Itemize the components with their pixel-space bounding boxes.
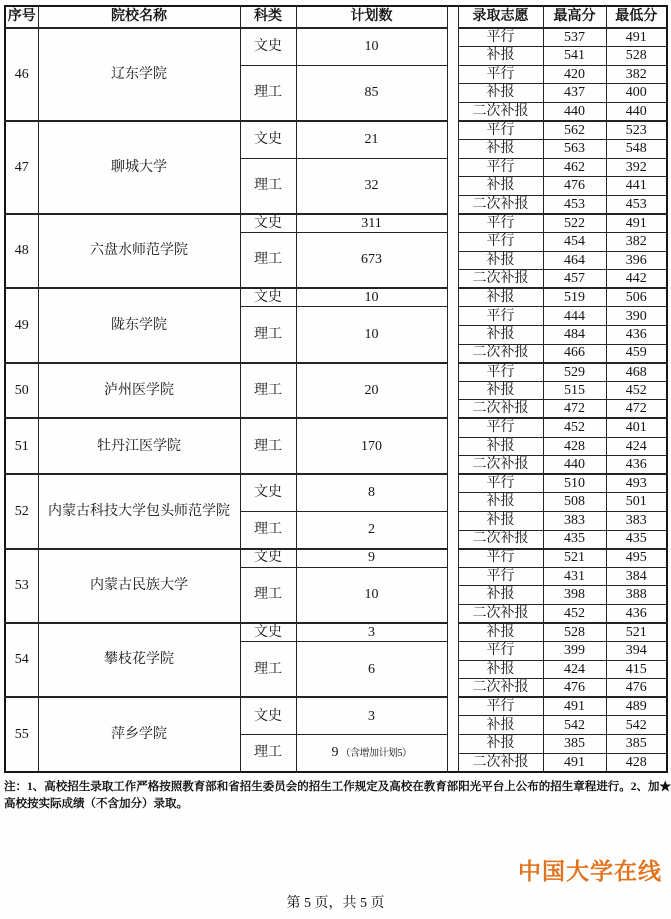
cell-volunteer: 补报 [458, 716, 543, 735]
column-header-min-score: 最低分 [606, 6, 667, 28]
cell-min-score: 436 [606, 604, 667, 623]
cell-max-score: 563 [543, 140, 606, 159]
cell-category: 理工 [240, 307, 296, 363]
cell-volunteer: 平行 [458, 363, 543, 382]
cell-min-score: 542 [606, 716, 667, 735]
cell-volunteer: 二次补报 [458, 679, 543, 698]
cell-category: 文史 [240, 549, 296, 568]
cell-category: 理工 [240, 233, 296, 289]
cell-max-score: 399 [543, 642, 606, 661]
table-row [5, 214, 667, 233]
cell-volunteer: 二次补报 [458, 400, 543, 419]
cell-max-score: 528 [543, 623, 606, 642]
table-row [5, 549, 667, 568]
column-header-volunteer: 录取志愿 [458, 6, 543, 28]
cell-volunteer: 补报 [458, 288, 543, 307]
cell-min-score: 489 [606, 697, 667, 716]
cell-school-name: 六盘水师范学院 [38, 214, 240, 288]
table-row [5, 121, 667, 140]
cell-plan: 10 [296, 288, 447, 307]
cell-plan: 21 [296, 121, 447, 158]
table-row [5, 623, 667, 642]
cell-max-score: 541 [543, 47, 606, 66]
cell-min-score: 436 [606, 326, 667, 345]
cell-min-score: 442 [606, 270, 667, 289]
cell-volunteer: 平行 [458, 697, 543, 716]
cell-volunteer: 补报 [458, 660, 543, 679]
column-header-seq: 序号 [5, 6, 38, 28]
cell-category: 理工 [240, 567, 296, 623]
cell-max-score: 398 [543, 586, 606, 605]
table-row [5, 288, 667, 307]
cell-max-score: 508 [543, 493, 606, 512]
cell-min-score: 384 [606, 567, 667, 586]
cell-school-name: 聊城大学 [38, 121, 240, 214]
cell-category: 文史 [240, 288, 296, 307]
cell-min-score: 441 [606, 177, 667, 196]
cell-max-score: 529 [543, 363, 606, 382]
cell-volunteer: 补报 [458, 140, 543, 159]
cell-volunteer: 补报 [458, 586, 543, 605]
cell-max-score: 476 [543, 177, 606, 196]
cell-min-score: 401 [606, 418, 667, 437]
cell-volunteer: 平行 [458, 28, 543, 47]
cell-max-score: 519 [543, 288, 606, 307]
footnote-line-2: 高校按实际成绩（不含加分）录取。 [4, 798, 188, 810]
cell-volunteer: 平行 [458, 642, 543, 661]
cell-plan: 673 [296, 233, 447, 289]
cell-volunteer: 平行 [458, 474, 543, 493]
cell-volunteer: 二次补报 [458, 195, 543, 214]
cell-plan: 10 [296, 567, 447, 623]
cell-seq: 53 [5, 549, 38, 623]
cell-min-score: 436 [606, 456, 667, 475]
cell-max-score: 522 [543, 214, 606, 233]
table-row [5, 418, 667, 437]
cell-max-score: 515 [543, 381, 606, 400]
cell-volunteer: 二次补报 [458, 530, 543, 549]
cell-volunteer: 平行 [458, 121, 543, 140]
cell-min-score: 472 [606, 400, 667, 419]
cell-category: 文史 [240, 214, 296, 233]
cell-volunteer: 补报 [458, 47, 543, 66]
table-row [5, 697, 667, 716]
cell-plan: 311 [296, 214, 447, 233]
cell-school-name: 内蒙古科技大学包头师范学院 [38, 474, 240, 548]
watermark-logo: 中国大学在线 [518, 858, 662, 884]
cell-plan: 32 [296, 158, 447, 214]
cell-seq: 48 [5, 214, 38, 288]
cell-plan: 6 [296, 642, 447, 698]
cell-max-score: 383 [543, 511, 606, 530]
table-header-row [5, 6, 667, 28]
cell-seq: 47 [5, 121, 38, 214]
cell-plan: 170 [296, 418, 447, 474]
table-row [5, 474, 667, 493]
cell-max-score: 462 [543, 158, 606, 177]
cell-max-score: 431 [543, 567, 606, 586]
cell-plan: 9 [296, 549, 447, 568]
cell-school-name: 内蒙古民族大学 [38, 549, 240, 623]
cell-max-score: 454 [543, 233, 606, 252]
cell-volunteer: 二次补报 [458, 270, 543, 289]
cell-category: 文史 [240, 474, 296, 511]
cell-min-score: 396 [606, 251, 667, 270]
cell-volunteer: 平行 [458, 549, 543, 568]
cell-max-score: 537 [543, 28, 606, 47]
cell-max-score: 491 [543, 753, 606, 772]
table-row [5, 28, 667, 47]
cell-min-score: 392 [606, 158, 667, 177]
cell-min-score: 501 [606, 493, 667, 512]
cell-min-score: 493 [606, 474, 667, 493]
column-header-plan: 计划数 [296, 6, 447, 28]
cell-plan: 3 [296, 697, 447, 734]
cell-min-score: 382 [606, 65, 667, 84]
cell-min-score: 452 [606, 381, 667, 400]
cell-seq: 52 [5, 474, 38, 548]
cell-max-score: 452 [543, 604, 606, 623]
cell-volunteer: 补报 [458, 84, 543, 103]
cell-min-score: 528 [606, 47, 667, 66]
cell-min-score: 468 [606, 363, 667, 382]
cell-volunteer: 二次补报 [458, 456, 543, 475]
cell-min-score: 476 [606, 679, 667, 698]
cell-volunteer: 补报 [458, 326, 543, 345]
cell-volunteer: 二次补报 [458, 604, 543, 623]
cell-max-score: 464 [543, 251, 606, 270]
cell-max-score: 542 [543, 716, 606, 735]
cell-max-score: 472 [543, 400, 606, 419]
cell-min-score: 382 [606, 233, 667, 252]
cell-max-score: 428 [543, 437, 606, 456]
cell-volunteer: 补报 [458, 381, 543, 400]
cell-min-score: 428 [606, 753, 667, 772]
cell-volunteer: 平行 [458, 233, 543, 252]
cell-volunteer: 补报 [458, 735, 543, 754]
cell-volunteer: 平行 [458, 65, 543, 84]
cell-max-score: 444 [543, 307, 606, 326]
cell-max-score: 457 [543, 270, 606, 289]
cell-min-score: 491 [606, 214, 667, 233]
cell-category: 理工 [240, 158, 296, 214]
cell-max-score: 424 [543, 660, 606, 679]
cell-max-score: 476 [543, 679, 606, 698]
cell-min-score: 388 [606, 586, 667, 605]
cell-min-score: 400 [606, 84, 667, 103]
cell-min-score: 424 [606, 437, 667, 456]
cell-volunteer: 补报 [458, 177, 543, 196]
cell-seq: 46 [5, 28, 38, 121]
column-header-school-name: 院校名称 [38, 6, 240, 28]
page-number: 第 5 页，共 5 页 [286, 896, 385, 911]
cell-min-score: 521 [606, 623, 667, 642]
cell-volunteer: 平行 [458, 158, 543, 177]
cell-min-score: 453 [606, 195, 667, 214]
cell-volunteer: 补报 [458, 623, 543, 642]
cell-min-score: 415 [606, 660, 667, 679]
cell-school-name: 辽东学院 [38, 28, 240, 121]
cell-max-score: 453 [543, 195, 606, 214]
cell-seq: 49 [5, 288, 38, 362]
cell-volunteer: 平行 [458, 567, 543, 586]
cell-school-name: 泸州医学院 [38, 363, 240, 419]
cell-seq: 50 [5, 363, 38, 419]
cell-min-score: 459 [606, 344, 667, 363]
cell-volunteer: 补报 [458, 251, 543, 270]
cell-volunteer: 平行 [458, 307, 543, 326]
cell-category: 理工 [240, 65, 296, 121]
cell-category: 理工 [240, 511, 296, 548]
cell-min-score: 548 [606, 140, 667, 159]
cell-category: 理工 [240, 363, 296, 419]
cell-max-score: 420 [543, 65, 606, 84]
cell-min-score: 495 [606, 549, 667, 568]
cell-min-score: 491 [606, 28, 667, 47]
cell-school-name: 萍乡学院 [38, 697, 240, 771]
cell-max-score: 521 [543, 549, 606, 568]
cell-max-score: 452 [543, 418, 606, 437]
cell-school-name: 攀枝花学院 [38, 623, 240, 697]
cell-max-score: 435 [543, 530, 606, 549]
table-row [5, 363, 667, 382]
cell-volunteer: 平行 [458, 418, 543, 437]
cell-max-score: 440 [543, 456, 606, 475]
cell-school-name: 陇东学院 [38, 288, 240, 362]
cell-category: 文史 [240, 697, 296, 734]
cell-category: 文史 [240, 121, 296, 158]
cell-volunteer: 补报 [458, 437, 543, 456]
table-spacer-column [447, 6, 458, 772]
cell-volunteer: 补报 [458, 493, 543, 512]
cell-max-score: 466 [543, 344, 606, 363]
footnote [4, 779, 669, 813]
cell-category: 理工 [240, 735, 296, 772]
cell-max-score: 491 [543, 697, 606, 716]
cell-max-score: 385 [543, 735, 606, 754]
cell-seq: 55 [5, 697, 38, 771]
cell-max-score: 562 [543, 121, 606, 140]
cell-volunteer: 二次补报 [458, 344, 543, 363]
cell-min-score: 394 [606, 642, 667, 661]
footnote-line-1: 注：1、高校招生录取工作严格按照教育部和省招生委员会的招生工作规定及高校在教育部阳光平台上公布的招生章程进行。2、加★ [4, 781, 671, 793]
cell-plan: 2 [296, 511, 447, 548]
cell-plan: 20 [296, 363, 447, 419]
cell-max-score: 510 [543, 474, 606, 493]
cell-category: 理工 [240, 642, 296, 698]
cell-school-name: 牡丹江医学院 [38, 418, 240, 474]
cell-min-score: 383 [606, 511, 667, 530]
cell-min-score: 390 [606, 307, 667, 326]
cell-plan: 85 [296, 65, 447, 121]
cell-category: 文史 [240, 28, 296, 65]
cell-min-score: 440 [606, 102, 667, 121]
cell-category: 理工 [240, 418, 296, 474]
cell-volunteer: 补报 [458, 511, 543, 530]
cell-max-score: 437 [543, 84, 606, 103]
column-header-category: 科类 [240, 6, 296, 28]
cell-min-score: 435 [606, 530, 667, 549]
cell-category: 文史 [240, 623, 296, 642]
cell-volunteer: 二次补报 [458, 102, 543, 121]
cell-plan: 8 [296, 474, 447, 511]
admissions-table [4, 5, 668, 773]
cell-max-score: 484 [543, 326, 606, 345]
cell-volunteer: 二次补报 [458, 753, 543, 772]
cell-max-score: 440 [543, 102, 606, 121]
cell-plan: 10 [296, 307, 447, 363]
cell-seq: 54 [5, 623, 38, 697]
cell-min-score: 385 [606, 735, 667, 754]
cell-min-score: 506 [606, 288, 667, 307]
plan-note: （含增加计划5） [338, 748, 412, 760]
column-header-max-score: 最高分 [543, 6, 606, 28]
cell-min-score: 523 [606, 121, 667, 140]
cell-seq: 51 [5, 418, 38, 474]
cell-plan: 10 [296, 28, 447, 65]
cell-volunteer: 平行 [458, 214, 543, 233]
cell-plan: 9 （含增加计划5） [296, 735, 447, 772]
cell-plan: 3 [296, 623, 447, 642]
